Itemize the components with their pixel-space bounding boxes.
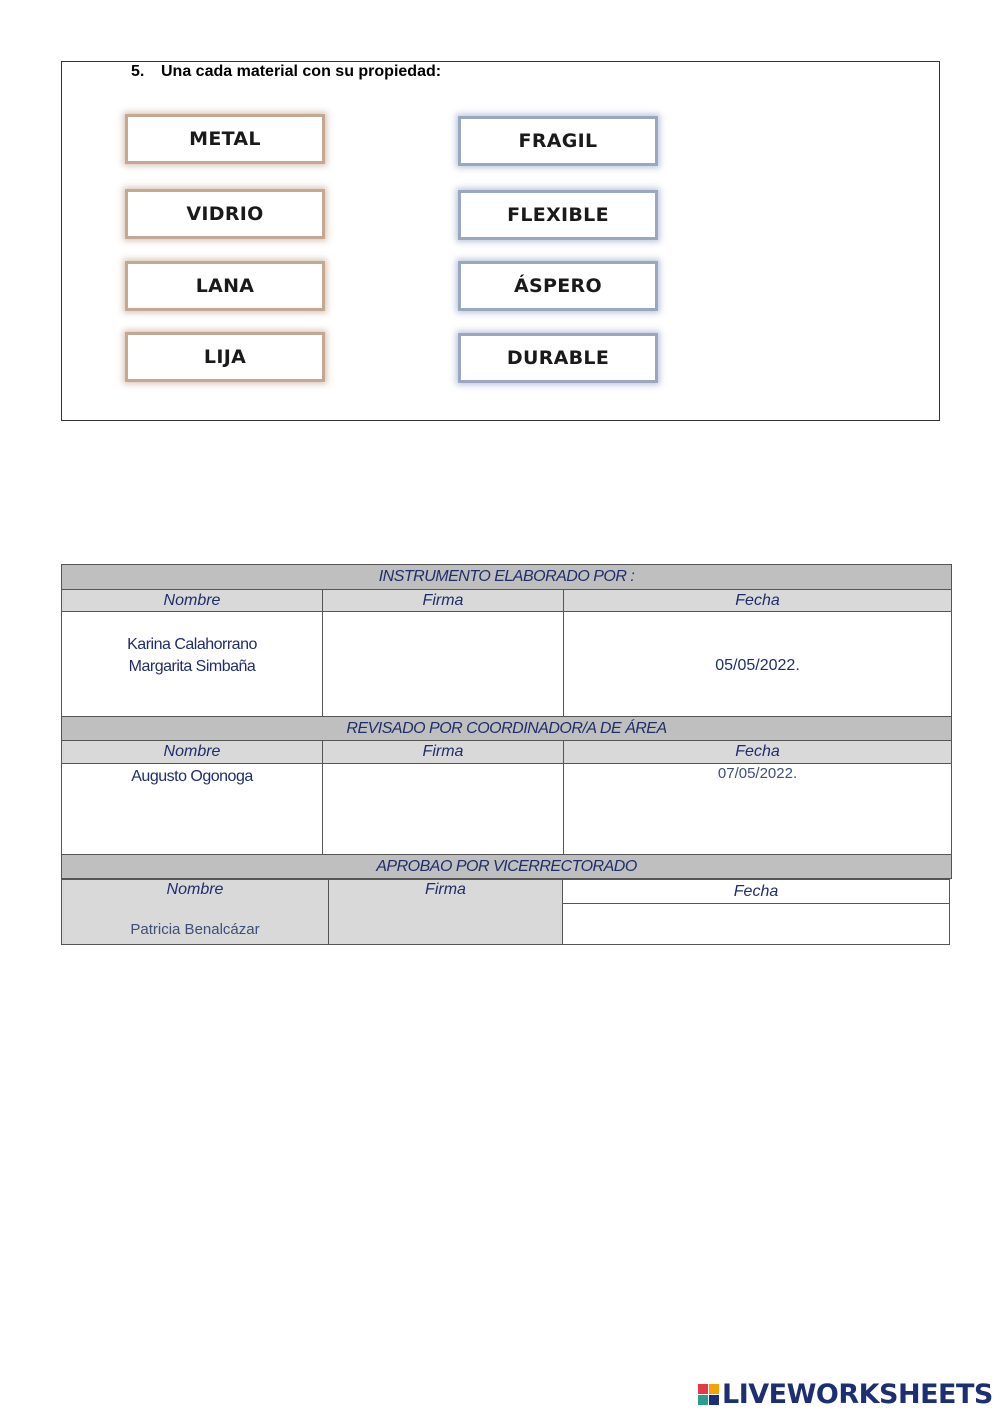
logo-text: LIVEWORKSHEETS bbox=[722, 1378, 993, 1410]
revisado-date: 07/05/2022. bbox=[564, 764, 952, 855]
logo-square-red bbox=[698, 1384, 708, 1394]
property-card-aspero[interactable]: ÁSPERO bbox=[458, 261, 658, 311]
aprobado-name-cell bbox=[62, 880, 329, 945]
question-number: 5. bbox=[131, 63, 145, 80]
aprobado-name: Patricia Benalcázar bbox=[130, 921, 260, 938]
revisado-header-nombre: Nombre bbox=[62, 741, 323, 764]
aprobado-header-fecha: Fecha bbox=[563, 880, 950, 904]
elaborado-signature-cell bbox=[323, 612, 564, 717]
aprobado-table bbox=[61, 879, 950, 945]
logo-square-green bbox=[698, 1395, 708, 1405]
material-card-lija[interactable]: LIJA bbox=[125, 332, 325, 382]
property-card-flexible[interactable]: FLEXIBLE bbox=[458, 190, 658, 240]
liveworksheets-logo-icon bbox=[698, 1384, 719, 1405]
revisado-signature-cell bbox=[323, 764, 564, 855]
property-card-fragil[interactable]: FRAGIL bbox=[458, 116, 658, 166]
question-text: Una cada material con su propiedad: bbox=[161, 63, 442, 80]
aprobado-header-firma: Firma bbox=[329, 880, 563, 945]
revisado-name: Augusto Ogonoga bbox=[62, 764, 323, 855]
material-card-lana[interactable]: LANA bbox=[125, 261, 325, 311]
revisado-header-fecha: Fecha bbox=[564, 741, 952, 764]
question-title bbox=[131, 63, 441, 81]
material-card-vidrio[interactable]: VIDRIO bbox=[125, 189, 325, 239]
signature-table bbox=[61, 564, 952, 879]
elaborado-header-fecha: Fecha bbox=[564, 590, 952, 612]
revisado-title: REVISADO POR COORDINADOR/A DE ÁREA bbox=[62, 717, 952, 741]
liveworksheets-logo bbox=[698, 1380, 993, 1408]
property-card-durable[interactable]: DURABLE bbox=[458, 333, 658, 383]
logo-square-blue bbox=[709, 1395, 719, 1405]
aprobado-header-nombre: Nombre bbox=[166, 881, 224, 898]
revisado-header-firma: Firma bbox=[323, 741, 564, 764]
logo-square-yellow bbox=[709, 1384, 719, 1394]
elaborado-header-nombre: Nombre bbox=[62, 590, 323, 612]
material-card-metal[interactable]: METAL bbox=[125, 114, 325, 164]
elaborado-name-2: Margarita Simbaña bbox=[128, 658, 256, 675]
elaborado-header-firma: Firma bbox=[323, 590, 564, 612]
aprobado-title: APROBAO POR VICERRECTORADO bbox=[62, 855, 952, 879]
aprobado-date-cell bbox=[563, 904, 950, 945]
elaborado-names bbox=[62, 612, 323, 717]
elaborado-date: 05/05/2022. bbox=[564, 612, 952, 717]
elaborado-title: INSTRUMENTO ELABORADO POR : bbox=[62, 565, 952, 590]
elaborado-name-1: Karina Calahorrano bbox=[127, 636, 257, 653]
